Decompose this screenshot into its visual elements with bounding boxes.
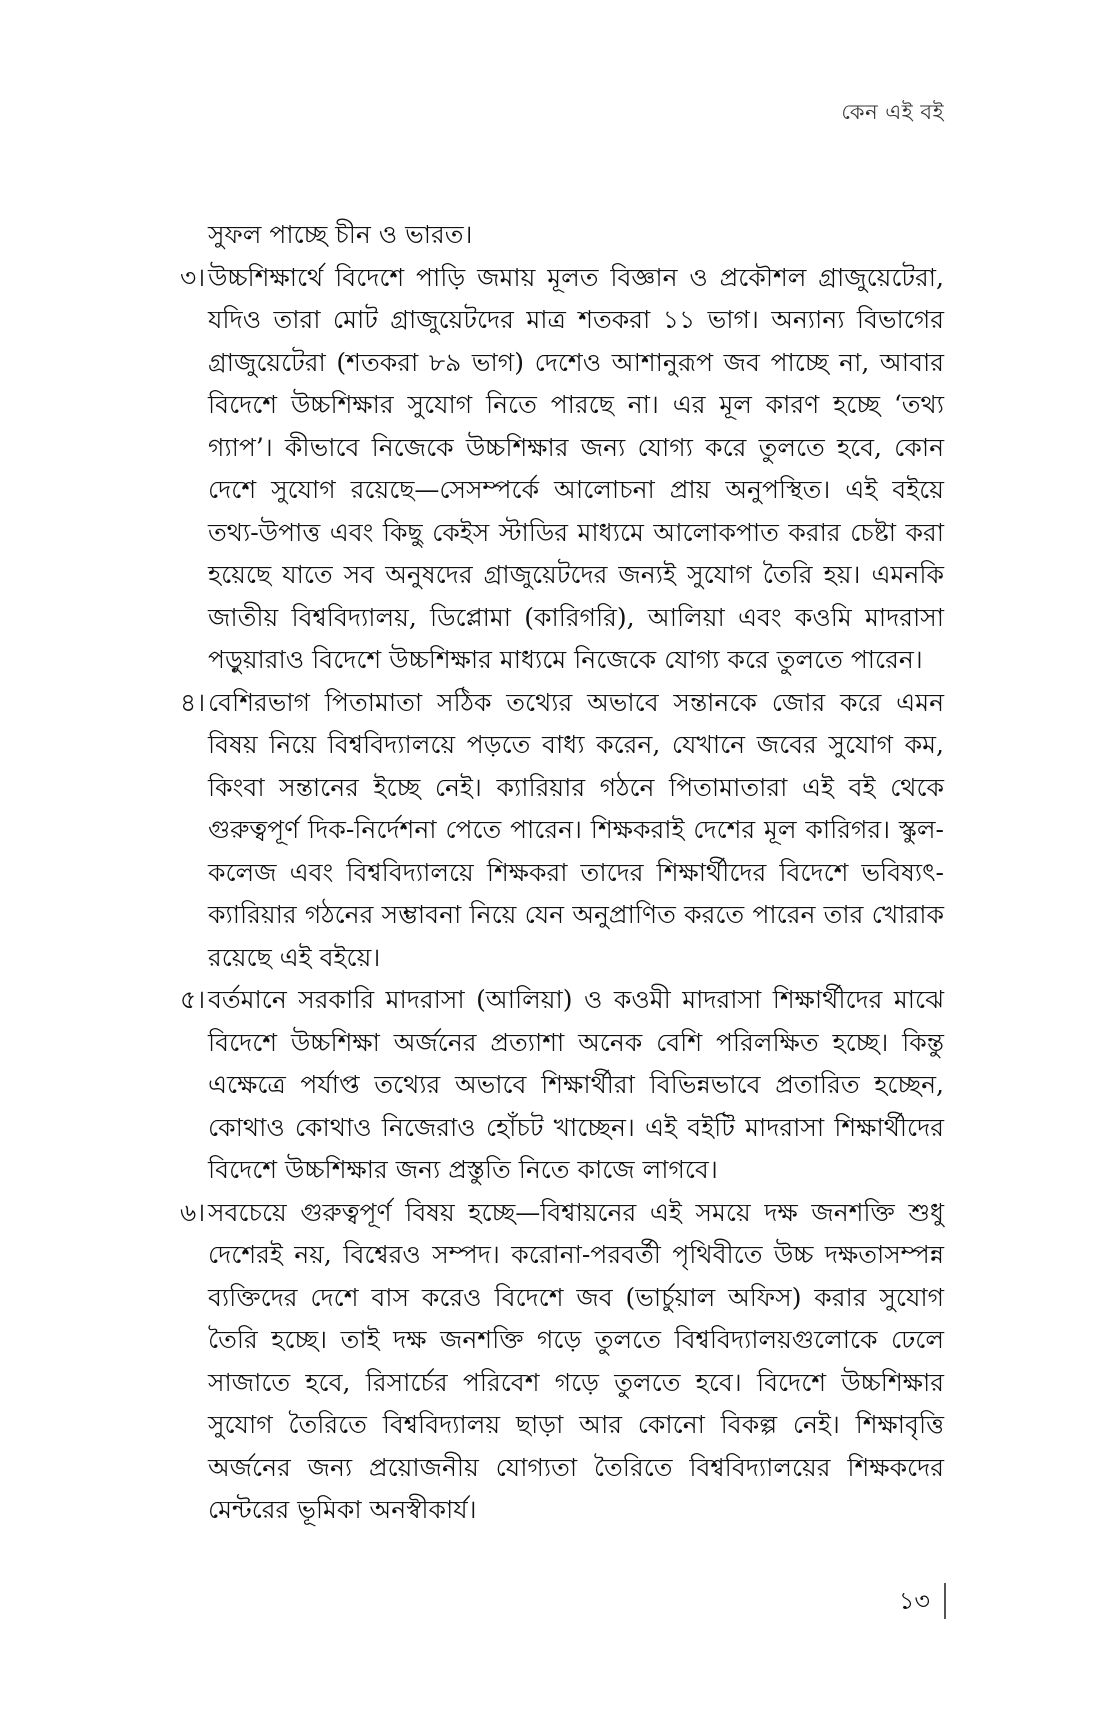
list-item-number: ৩। (180, 262, 206, 292)
list-item-text: সবচেয়ে গুরুত্বপূর্ণ বিষয় হচ্ছে—বিশ্বায়নের এই সময়ে দক্ষ জনশক্তি শুধু দেশেরই নয়, বিশ্বেরও সম্পদ। করোনা-পরবর্তী পৃথিবীতে উচ্চ দক্ষতাসম্পন্ন ব্যক্তিদের দেশে বাস করেও বিদেশে জব (ভার্চুয়াল অফিস) করার সুযোগ তৈরি হচ্ছে। তাই দক্ষ জনশক্তি গড়ে তুলতে বিশ্ববিদ্যালয়গুলোকে ঢেলে সাজাতে হবে, রিসার্চের পরিবেশ গড়ে তুলতে হবে। বিদেশে উচ্চশিক্ষার সুযোগ তৈরিতে বিশ্ববিদ্যালয় ছাড়া আর কোনো বিকল্প নেই। শিক্ষাবৃত্তি অর্জনের জন্য প্রয়োজনীয় যোগ্যতা তৈরিতে বিশ্ববিদ্যালয়ের শিক্ষকদের মেন্টরের ভূমিকা অনস্বীকার্য। (208, 1197, 944, 1524)
list-item (180, 257, 944, 682)
list-item-number: ৬। (180, 1197, 206, 1227)
page-body (180, 214, 944, 1532)
list-item-text: বেশিরভাগ পিতামাতা সঠিক তথ্যের অভাবে সন্তানকে জোর করে এমন বিষয় নিয়ে বিশ্ববিদ্যালয়ে পড়তে বাধ্য করেন, যেখানে জবের সুযোগ কম, কিংবা সন্তানের ইচ্ছে নেই। ক্যারিয়ার গঠনে পিতামাতারা এই বই থেকে গুরুত্বপূর্ণ দিক-নির্দেশনা পেতে পারেন। শিক্ষকরাই দেশের মূল কারিগর। স্কুল-কলেজ এবং বিশ্ববিদ্যালয়ে শিক্ষকরা তাদের শিক্ষার্থীদের বিদেশে ভবিষ্যৎ-ক্যারিয়ার গঠনের সম্ভাবনা নিয়ে যেন অনুপ্রাণিত করতে পারেন তার খোরাক রয়েছে এই বইয়ে। (208, 687, 944, 972)
running-header: কেন এই বই (841, 100, 944, 124)
list-item-number: ৫। (180, 985, 206, 1014)
list-item (180, 1192, 944, 1532)
list-item-number: ৪। (180, 687, 206, 717)
list-item-text: বর্তমানে সরকারি মাদরাসা (আলিয়া) ও কওমী মাদরাসা শিক্ষার্থীদের মাঝে বিদেশে উচ্চশিক্ষা অর্জনের প্রত্যাশা অনেক বেশি পরিলক্ষিত হচ্ছে। কিন্তু এক্ষেত্রে পর্যাপ্ত তথ্যের অভাবে শিক্ষার্থীরা বিভিন্নভাবে প্রতারিত হচ্ছেন, কোথাও কোথাও নিজেরাও হোঁচট খাচ্ছেন। এই বইটি মাদরাসা শিক্ষার্থীদের বিদেশে উচ্চশিক্ষার জন্য প্রস্তুতি নিতে কাজে লাগবে। (208, 985, 944, 1184)
page-number: ১৩ (899, 1583, 946, 1619)
list-item (180, 682, 944, 980)
continuation-paragraph: সুফল পাচ্ছে চীন ও ভারত। (208, 220, 473, 249)
list-item (180, 979, 944, 1192)
list-item-text: উচ্চশিক্ষার্থে বিদেশে পাড়ি জমায় মূলত বিজ্ঞান ও প্রকৌশল গ্রাজুয়েটেরা, যদিও তারা মোট গ্রাজুয়েটদের মাত্র শতকরা ১১ ভাগ। অন্যান্য বিভাগের গ্রাজুয়েটেরা (শতকরা ৮৯ ভাগ) দেশেও আশানুরূপ জব পাচ্ছে না, আবার বিদেশে উচ্চশিক্ষার সুযোগ নিতে পারছে না। এর মূল কারণ হচ্ছে ‘তথ্য গ্যাপ’। কীভাবে নিজেকে উচ্চশিক্ষার জন্য যোগ্য করে তুলতে হবে, কোন দেশে সুযোগ রয়েছে—সেসম্পর্কে আলোচনা প্রায় অনুপস্থিত। এই বইয়ে তথ্য-উপাত্ত এবং কিছু কেইস স্টাডির মাধ্যমে আলোকপাত করার চেষ্টা করা হয়েছে যাতে সব অনুষদের গ্রাজুয়েটদের জন্যই সুযোগ তৈরি হয়। এমনকি জাতীয় বিশ্ববিদ্যালয়, ডিপ্লোমা (কারিগরি), আলিয়া এবং কওমি মাদরাসা পড়ুয়ারাও বিদেশে উচ্চশিক্ষার মাধ্যমে নিজেকে যোগ্য করে তুলতে পারেন। (208, 262, 944, 674)
